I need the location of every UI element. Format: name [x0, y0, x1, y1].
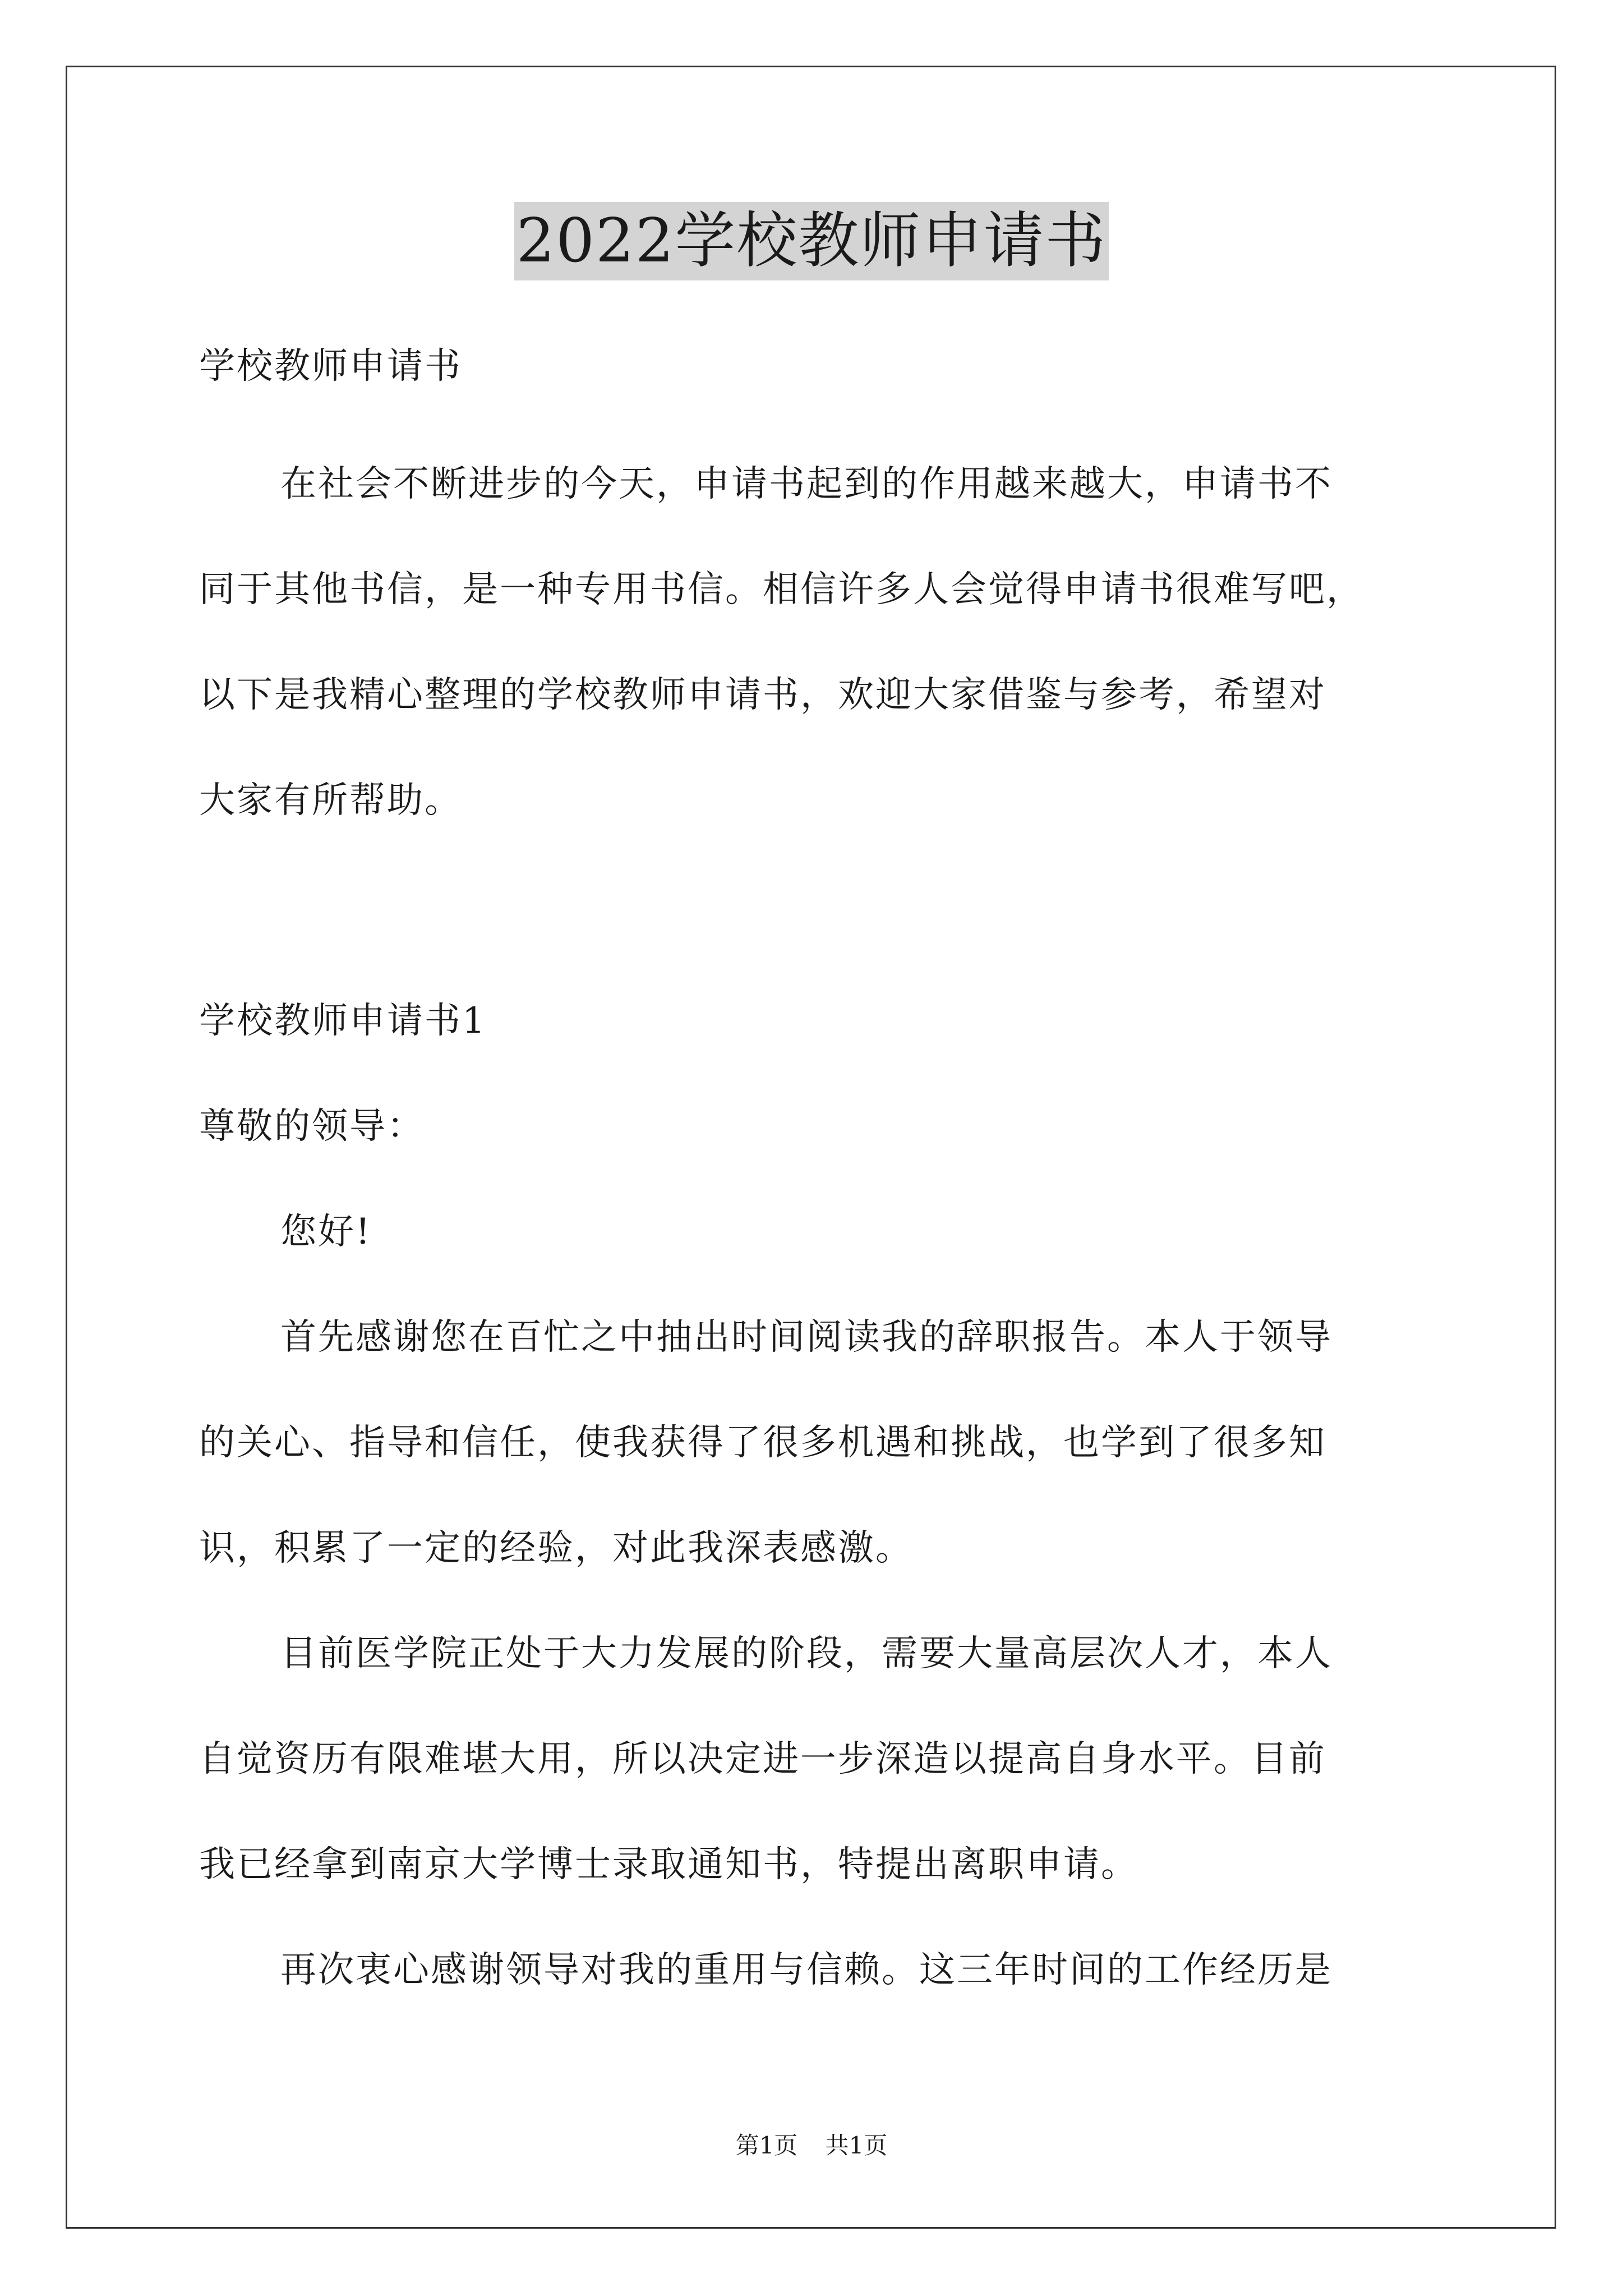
paragraph-line: 在社会不断进步的今天，申请书起到的作用越来越大，申请书不 [280, 463, 1332, 505]
paragraph-line: 我已经拿到南京大学博士录取通知书，特提出离职申请。 [199, 1844, 1138, 1885]
paragraph-line: 以下是我精心整理的学校教师申请书，欢迎大家借鉴与参考，希望对 [199, 674, 1326, 716]
paragraph-line: 首先感谢您在百忙之中抽出时间阅读我的辞职报告。本人于领导 [280, 1317, 1332, 1358]
paragraph-line: 目前医学院正处于大力发展的阶段，需要大量高层次人才，本人 [280, 1633, 1332, 1674]
paragraph-line: 大家有所帮助。 [199, 780, 462, 821]
paragraph-line: 同于其他书信，是一种专用书信。相信许多人会觉得申请书很难写吧， [199, 569, 1364, 610]
page-footer [0, 2129, 1623, 2162]
document-title: 2022学校教师申请书 [514, 202, 1109, 280]
section-heading: 学校教师申请书1 [199, 1000, 487, 1042]
paragraph-line: 自觉资历有限难堪大用，所以决定进一步深造以提高自身水平。目前 [199, 1738, 1326, 1780]
title-container [0, 202, 1623, 280]
greeting: 您好! [280, 1211, 372, 1253]
paragraph-line: 的关心、指导和信任，使我获得了很多机遇和挑战，也学到了很多知 [199, 1422, 1326, 1464]
paragraph-line: 再次衷心感谢领导对我的重用与信赖。这三年时间的工作经历是 [280, 1949, 1332, 1991]
section-heading: 学校教师申请书 [199, 346, 462, 387]
page-number: 第1页 [735, 2132, 798, 2159]
paragraph-line: 识，积累了一定的经验，对此我深表感激。 [199, 1527, 913, 1569]
page-total: 共1页 [825, 2132, 888, 2159]
salutation: 尊敬的领导： [199, 1106, 425, 1147]
